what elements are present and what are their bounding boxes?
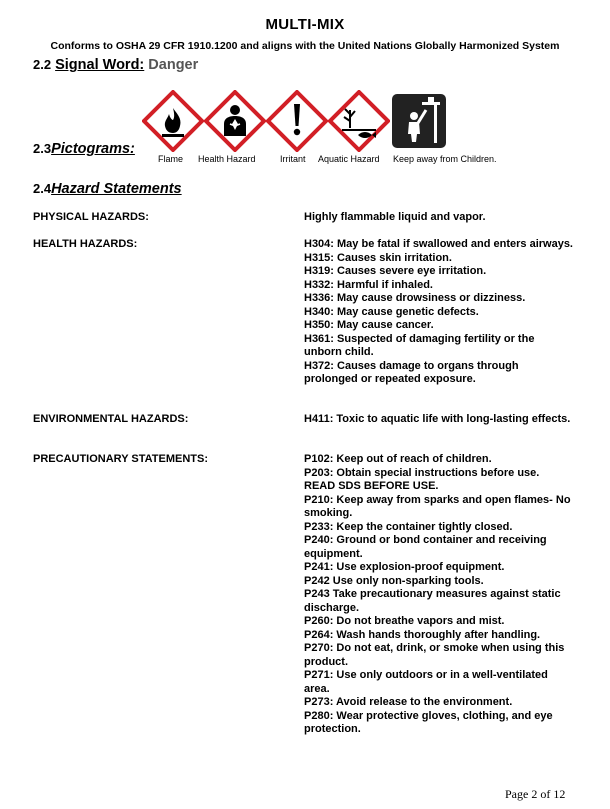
category-physical: PHYSICAL HAZARDS:	[33, 211, 149, 223]
statements-health	[304, 238, 574, 387]
caption-flame: Flame	[158, 154, 184, 164]
statement-item: H319: Causes severe eye irritation.	[304, 265, 487, 277]
statement-item: H336: May cause drowsiness or dizziness.	[304, 292, 526, 304]
statement-item: P203: Obtain special instructions before use.	[304, 466, 540, 479]
pictograms-number: 2.3	[33, 141, 52, 156]
statement-item: P270: Do not eat, drink, or smoke when using this product.	[304, 642, 565, 668]
hazard-statements-heading	[33, 180, 182, 198]
statement-item: P280: Wear protective gloves, clothing, and eye protection.	[304, 709, 553, 735]
hazard-statements-label: Hazard Statements	[51, 181, 182, 197]
statement-item: P240: Ground or bond container and receiving equipment.	[304, 534, 547, 560]
statements-physical	[304, 211, 574, 225]
signal-word-value: Danger	[148, 57, 199, 73]
caption-keep-away-children: Keep away from Children.	[393, 154, 497, 164]
pictograms-label: Pictograms:	[51, 141, 135, 157]
hazard-statements-number: 2.4	[33, 181, 52, 196]
statement-item: P264: Wash hands thoroughly after handling.	[304, 628, 541, 641]
statement-item: H350: May cause cancer.	[304, 319, 434, 331]
statements-precautionary	[304, 453, 574, 737]
signal-word-label: Signal Word:	[55, 57, 145, 73]
signal-word-section	[33, 57, 198, 73]
pictogram-row	[142, 90, 562, 156]
caption-aquatic-hazard: Aquatic Hazard	[318, 154, 380, 164]
statement-item: Highly flammable liquid and vapor.	[304, 211, 486, 223]
statement-item: H372: Causes damage to organs through prolonged or repeated exposure.	[304, 359, 519, 385]
statement-item: P243 Take precautionary measures against static discharge.	[304, 588, 561, 614]
page-number: Page 2 of 12	[505, 787, 566, 801]
statement-item: P271: Use only outdoors or in a well-ventilated area.	[304, 669, 548, 695]
conformance-statement: Conforms to OSHA 29 CFR 1910.1200 and aligns with the United Nations Globally Harmonized System	[50, 40, 560, 52]
caption-irritant: Irritant	[280, 154, 306, 164]
statement-item: H304: May be fatal if swallowed and enters airways.	[304, 238, 573, 250]
statement-item: P241: Use explosion-proof equipment.	[304, 561, 505, 573]
keep-away-children-icon	[392, 94, 446, 148]
caption-health-hazard: Health Hazard	[198, 154, 256, 164]
statement-item: P273: Avoid release to the environment.	[304, 696, 513, 708]
pictograms-heading	[33, 140, 135, 158]
statement-item: H340: May cause genetic defects.	[304, 305, 479, 318]
statement-item: P242 Use only non-sparking tools.	[304, 574, 484, 587]
category-precautionary: PRECAUTIONARY STATEMENTS:	[33, 453, 208, 465]
exclamation-icon	[266, 90, 328, 152]
category-health: HEALTH HAZARDS:	[33, 238, 138, 250]
statement-item: READ SDS BEFORE USE.	[304, 480, 439, 492]
statements-environmental	[304, 413, 574, 427]
statement-item: H411: Toxic to aquatic life with long-lasting effects.	[304, 413, 571, 425]
statement-item: P102: Keep out of reach of children.	[304, 453, 492, 465]
product-title: MULTI-MIX	[265, 16, 345, 33]
aquatic-hazard-icon	[328, 90, 390, 152]
statement-item: H361: Suspected of damaging fertility or the unborn child.	[304, 332, 535, 358]
category-environmental: ENVIRONMENTAL HAZARDS:	[33, 413, 189, 425]
statement-item: P210: Keep away from sparks and open flames- No smoking.	[304, 493, 571, 519]
statement-item: H332: Harmful if inhaled.	[304, 278, 433, 291]
statement-item: P233: Keep the container tightly closed.	[304, 520, 513, 533]
statement-item: H315: Causes skin irritation.	[304, 251, 452, 264]
flame-icon	[142, 90, 204, 152]
health-hazard-icon	[204, 90, 266, 152]
signal-word-number: 2.2	[33, 57, 52, 72]
statement-item: P260: Do not breathe vapors and mist.	[304, 615, 505, 627]
